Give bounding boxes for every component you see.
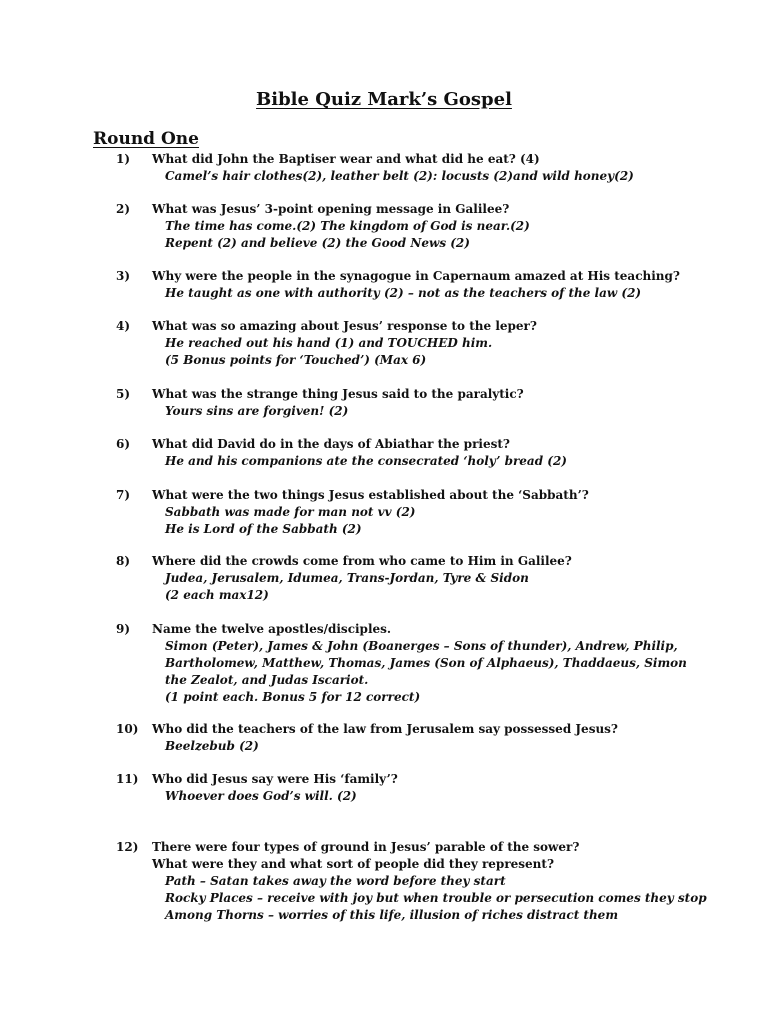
question-text: Who did Jesus say were His ‘family’? [152, 772, 398, 786]
answer-text: Simon (Peter), James & John (Boanerges – Sons of thunder), Andrew, Philip, [165, 639, 678, 653]
question-number: 12) [116, 840, 139, 854]
page-title: Bible Quiz Mark’s Gospel [256, 89, 512, 110]
answer-text: the Zealot, and Judas Iscariot. [165, 673, 369, 687]
answer-text: Beelzebub (2) [165, 739, 259, 753]
question-text: Why were the people in the synagogue in Capernaum amazed at His teaching? [152, 269, 680, 283]
question-number: 8) [116, 554, 131, 568]
question-number: 7) [116, 488, 131, 502]
answer-text: Whoever does God’s will. (2) [165, 789, 357, 803]
question-text: What did David do in the days of Abiathar the priest? [152, 437, 510, 451]
question-text: What was Jesus’ 3-point opening message in Galilee? [152, 202, 510, 216]
answer-text: Judea, Jerusalem, Idumea, Trans-Jordan, Tyre & Sidon [165, 571, 529, 585]
question-text: Who did the teachers of the law from Jerusalem say possessed Jesus? [152, 722, 618, 736]
answer-text: Among Thorns – worries of this life, illusion of riches distract them [165, 908, 619, 922]
question-text: What were the two things Jesus established about the ‘Sabbath’? [152, 488, 589, 502]
question-text: What was so amazing about Jesus’ response to the leper? [152, 319, 537, 333]
question-number: 10) [116, 722, 139, 736]
answer-text: (1 point each. Bonus 5 for 12 correct) [165, 690, 421, 704]
answer-text: He reached out his hand (1) and TOUCHED him. [165, 336, 493, 350]
question-number: 9) [116, 622, 131, 636]
question-text: Name the twelve apostles/disciples. [152, 622, 392, 636]
answer-text: The time has come.(2) The kingdom of God is near.(2) [165, 219, 530, 233]
question-text: What did John the Baptiser wear and what did he eat? (4) [152, 152, 540, 166]
answer-text: Path – Satan takes away the word before they start [165, 874, 506, 888]
question-text: What were they and what sort of people did they represent? [152, 857, 554, 871]
question-text: Where did the crowds come from who came to Him in Galilee? [152, 554, 572, 568]
question-number: 5) [116, 387, 131, 401]
question-number: 1) [116, 152, 131, 166]
question-number: 11) [116, 772, 139, 786]
question-number: 2) [116, 202, 131, 216]
question-text: There were four types of ground in Jesus’ parable of the sower? [152, 840, 580, 854]
answer-text: Yours sins are forgiven! (2) [165, 404, 349, 418]
round-heading: Round One [93, 129, 199, 149]
answer-text: Rocky Places – receive with joy but when trouble or persecution comes they stop [165, 891, 707, 905]
answer-text: (5 Bonus points for ‘Touched’) (Max 6) [165, 353, 427, 367]
question-text: What was the strange thing Jesus said to the paralytic? [152, 387, 524, 401]
answer-text: Bartholomew, Matthew, Thomas, James (Son of Alphaeus), Thaddaeus, Simon [165, 656, 687, 670]
question-number: 4) [116, 319, 131, 333]
answer-text: He is Lord of the Sabbath (2) [165, 522, 362, 536]
answer-text: (2 each max12) [165, 588, 269, 602]
question-number: 6) [116, 437, 131, 451]
answer-text: He and his companions ate the consecrated ‘holy’ bread (2) [165, 454, 567, 468]
question-number: 3) [116, 269, 131, 283]
answer-text: Camel’s hair clothes(2), leather belt (2): locusts (2)and wild honey(2) [165, 169, 634, 183]
answer-text: He taught as one with authority (2) – not as the teachers of the law (2) [165, 286, 642, 300]
answer-text: Repent (2) and believe (2) the Good News (2) [165, 236, 470, 250]
answer-text: Sabbath was made for man not vv (2) [165, 505, 416, 519]
